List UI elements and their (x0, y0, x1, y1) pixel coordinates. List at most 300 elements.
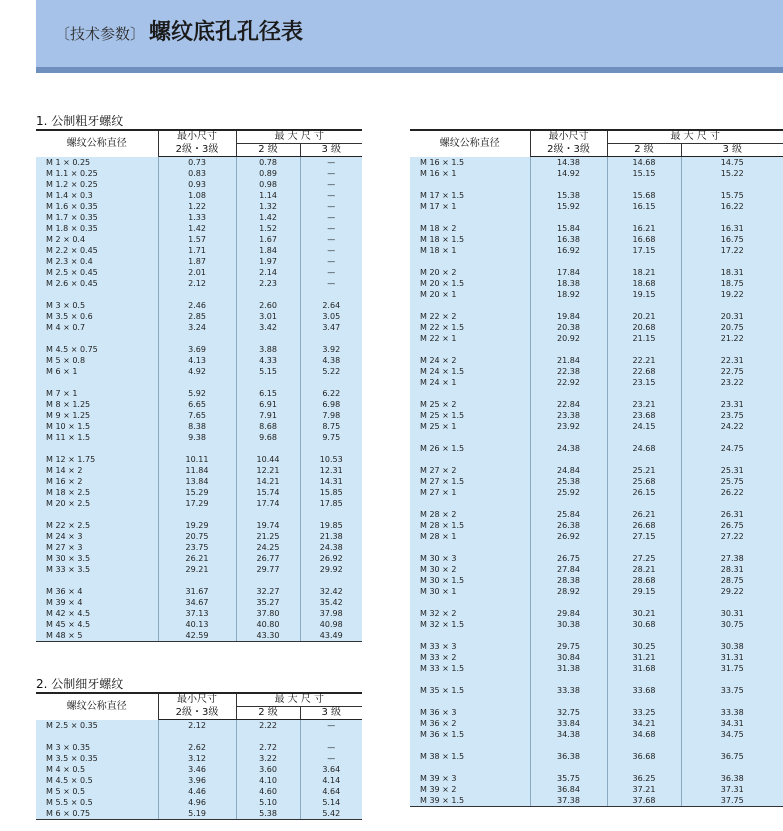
cell-min-size: 15.92 (530, 201, 607, 212)
cell-thread-size: M 9 × 1.25 (36, 410, 158, 421)
table-row (36, 399, 362, 410)
cell-min-size (530, 179, 607, 190)
cell-min-size: 26.92 (530, 531, 607, 542)
cell-max-grade2: 15.15 (607, 168, 681, 179)
cell-min-size: 10.11 (158, 454, 236, 465)
cell-max-grade2: 22.21 (607, 355, 681, 366)
cell-min-size: 18.92 (530, 289, 607, 300)
cell-max-grade3: 14.75 (681, 157, 783, 169)
cell-max-grade2: 26.68 (607, 520, 681, 531)
cell-min-size: 23.38 (530, 410, 607, 421)
cell-max-grade3: — (300, 179, 362, 190)
table-row (36, 498, 362, 509)
cell-max-grade2: 1.52 (236, 223, 300, 234)
cell-min-size: 19.84 (530, 311, 607, 322)
cell-max-grade2: 5.15 (236, 366, 300, 377)
cell-thread-size: M 4 × 0.7 (36, 322, 158, 333)
table-row (410, 223, 783, 234)
cell-min-size: 22.84 (530, 399, 607, 410)
cell-max-grade3 (681, 212, 783, 223)
cell-min-size (158, 509, 236, 520)
col-header-max: 最 大 尺 寸 (236, 693, 362, 707)
cell-thread-size: M 42 × 4.5 (36, 608, 158, 619)
table-row (36, 564, 362, 575)
cell-max-grade3: 26.22 (681, 487, 783, 498)
table-row (36, 366, 362, 377)
col-header-grade3: 3 级 (681, 144, 783, 157)
cell-max-grade2: 20.68 (607, 322, 681, 333)
cell-thread-size (410, 762, 530, 773)
cell-min-size: 23.75 (158, 542, 236, 553)
cell-min-size (530, 300, 607, 311)
cell-max-grade3: 3.05 (300, 311, 362, 322)
cell-thread-size: M 6 × 0.75 (36, 808, 158, 820)
cell-thread-size: M 33 × 3.5 (36, 564, 158, 575)
cell-min-size: 35.75 (530, 773, 607, 784)
cell-thread-size (410, 542, 530, 553)
table-spacer-row (410, 696, 783, 707)
table-row (410, 311, 783, 322)
cell-min-size: 4.96 (158, 797, 236, 808)
cell-min-size: 1.33 (158, 212, 236, 223)
cell-min-size: 13.84 (158, 476, 236, 487)
cell-max-grade3: 4.38 (300, 355, 362, 366)
cell-max-grade3 (300, 575, 362, 586)
cell-thread-size: M 3 × 0.35 (36, 742, 158, 753)
cell-max-grade3: 6.22 (300, 388, 362, 399)
cell-max-grade2 (607, 344, 681, 355)
cell-max-grade2: 4.10 (236, 775, 300, 786)
table-row (36, 168, 362, 179)
cell-max-grade2: 26.15 (607, 487, 681, 498)
cell-min-size: 37.38 (530, 795, 607, 807)
cell-max-grade2: 14.68 (607, 157, 681, 169)
cell-max-grade2: 3.01 (236, 311, 300, 322)
cell-max-grade3: — (300, 223, 362, 234)
col-header-min-grade: 2级・3级 (158, 707, 236, 720)
cell-min-size (530, 388, 607, 399)
table-row (36, 630, 362, 642)
cell-max-grade2: 25.68 (607, 476, 681, 487)
cell-thread-size: M 28 × 2 (410, 509, 530, 520)
table-row (410, 410, 783, 421)
cell-min-size: 5.92 (158, 388, 236, 399)
table-row (410, 795, 783, 807)
col-header-name: 螺纹公称直径 (410, 130, 530, 157)
cell-thread-size (410, 256, 530, 267)
cell-max-grade2 (607, 740, 681, 751)
cell-max-grade3: 30.31 (681, 608, 783, 619)
table-row (410, 333, 783, 344)
table-row (410, 641, 783, 652)
cell-max-grade2: 27.25 (607, 553, 681, 564)
col-header-min-grade: 2级・3级 (158, 144, 236, 157)
cell-thread-size (410, 498, 530, 509)
cell-thread-size: M 3.5 × 0.6 (36, 311, 158, 322)
cell-max-grade3: 3.64 (300, 764, 362, 775)
table-row (36, 786, 362, 797)
cell-min-size: 25.92 (530, 487, 607, 498)
cell-min-size: 30.38 (530, 619, 607, 630)
cell-max-grade3 (681, 696, 783, 707)
cell-max-grade2: 16.68 (607, 234, 681, 245)
table-spacer-row (410, 597, 783, 608)
cell-max-grade3: 31.31 (681, 652, 783, 663)
cell-max-grade3: 36.75 (681, 751, 783, 762)
cell-max-grade3: — (300, 742, 362, 753)
table-row (410, 168, 783, 179)
cell-max-grade3: 12.31 (300, 465, 362, 476)
cell-max-grade2: 33.25 (607, 707, 681, 718)
cell-thread-size (36, 377, 158, 388)
cell-min-size: 30.84 (530, 652, 607, 663)
cell-min-size: 3.69 (158, 344, 236, 355)
table-row (410, 245, 783, 256)
cell-max-grade2 (236, 443, 300, 454)
cell-thread-size: M 12 × 1.75 (36, 454, 158, 465)
cell-max-grade2: 37.21 (607, 784, 681, 795)
cell-thread-size: M 1.7 × 0.35 (36, 212, 158, 223)
cell-max-grade2: 26.77 (236, 553, 300, 564)
cell-min-size (530, 762, 607, 773)
cell-max-grade3: 7.98 (300, 410, 362, 421)
table-row (410, 399, 783, 410)
cell-thread-size (36, 443, 158, 454)
cell-max-grade2: 6.15 (236, 388, 300, 399)
cell-max-grade3: 17.22 (681, 245, 783, 256)
table-spacer-row (36, 731, 362, 742)
cell-min-size: 1.22 (158, 201, 236, 212)
page-title (55, 15, 303, 46)
table-row (410, 564, 783, 575)
table-row (410, 520, 783, 531)
cell-min-size: 15.84 (530, 223, 607, 234)
cell-max-grade3: 22.75 (681, 366, 783, 377)
table-row (36, 190, 362, 201)
cell-thread-size (410, 344, 530, 355)
cell-min-size (158, 575, 236, 586)
cell-min-size: 1.87 (158, 256, 236, 267)
table-row (36, 454, 362, 465)
cell-max-grade2: 19.15 (607, 289, 681, 300)
table-spacer-row (36, 333, 362, 344)
cell-max-grade2: 31.21 (607, 652, 681, 663)
cell-max-grade2: 17.15 (607, 245, 681, 256)
table-row (410, 289, 783, 300)
cell-max-grade2: 21.15 (607, 333, 681, 344)
cell-max-grade3: 36.38 (681, 773, 783, 784)
cell-max-grade2: 5.38 (236, 808, 300, 820)
cell-max-grade2: 21.25 (236, 531, 300, 542)
cell-thread-size: M 20 × 1.5 (410, 278, 530, 289)
table-row (36, 410, 362, 421)
cell-thread-size: M 18 × 1 (410, 245, 530, 256)
cell-min-size: 2.01 (158, 267, 236, 278)
cell-max-grade3: 16.31 (681, 223, 783, 234)
cell-max-grade2 (607, 300, 681, 311)
cell-max-grade2: 6.91 (236, 399, 300, 410)
cell-min-size (530, 630, 607, 641)
cell-max-grade3 (681, 762, 783, 773)
table-row (36, 421, 362, 432)
table-row (36, 753, 362, 764)
table-row (410, 322, 783, 333)
cell-max-grade3: 31.75 (681, 663, 783, 674)
cell-thread-size: M 30 × 3 (410, 553, 530, 564)
table-row (410, 377, 783, 388)
table-row (36, 388, 362, 399)
cell-thread-size: M 2.5 × 0.35 (36, 720, 158, 732)
cell-max-grade2: 30.68 (607, 619, 681, 630)
cell-thread-size: M 48 × 5 (36, 630, 158, 642)
cell-min-size (158, 377, 236, 388)
cell-max-grade3: 2.64 (300, 300, 362, 311)
table-row (410, 355, 783, 366)
cell-max-grade3: — (300, 753, 362, 764)
col-header-min: 最小尺寸 (530, 130, 607, 144)
cell-thread-size (410, 179, 530, 190)
cell-min-size: 37.13 (158, 608, 236, 619)
cell-min-size (530, 498, 607, 509)
table-row (36, 355, 362, 366)
cell-max-grade3: 21.22 (681, 333, 783, 344)
page-title-tag: 〔技术参数〕 (55, 25, 146, 43)
fine-thread-table-right (410, 129, 783, 807)
cell-min-size: 5.19 (158, 808, 236, 820)
cell-min-size: 29.75 (530, 641, 607, 652)
table-row (410, 278, 783, 289)
table-row (410, 509, 783, 520)
cell-thread-size: M 2.6 × 0.45 (36, 278, 158, 289)
table-row (36, 597, 362, 608)
cell-max-grade3: 30.38 (681, 641, 783, 652)
cell-max-grade3: 9.75 (300, 432, 362, 443)
cell-max-grade3: — (300, 278, 362, 289)
cell-max-grade3: 24.75 (681, 443, 783, 454)
cell-max-grade3: 28.31 (681, 564, 783, 575)
cell-max-grade3: 5.42 (300, 808, 362, 820)
cell-max-grade2: 14.21 (236, 476, 300, 487)
cell-thread-size: M 36 × 2 (410, 718, 530, 729)
cell-min-size: 1.57 (158, 234, 236, 245)
table-row (36, 465, 362, 476)
cell-min-size: 25.84 (530, 509, 607, 520)
cell-thread-size: M 33 × 1.5 (410, 663, 530, 674)
cell-max-grade2: 34.68 (607, 729, 681, 740)
cell-thread-size: M 4.5 × 0.75 (36, 344, 158, 355)
cell-thread-size: M 39 × 1.5 (410, 795, 530, 807)
cell-max-grade2 (607, 630, 681, 641)
table-row (410, 366, 783, 377)
cell-thread-size: M 30 × 2 (410, 564, 530, 575)
table-row (36, 808, 362, 820)
cell-max-grade3 (300, 377, 362, 388)
cell-max-grade3: 3.92 (300, 344, 362, 355)
cell-max-grade2 (607, 179, 681, 190)
cell-max-grade2: 8.68 (236, 421, 300, 432)
cell-min-size (158, 731, 236, 742)
table-row (36, 520, 362, 531)
cell-max-grade3: — (300, 720, 362, 732)
cell-max-grade3: 23.75 (681, 410, 783, 421)
table-spacer-row (36, 443, 362, 454)
cell-max-grade3 (681, 432, 783, 443)
cell-max-grade2 (236, 509, 300, 520)
cell-min-size: 1.71 (158, 245, 236, 256)
cell-min-size: 29.21 (158, 564, 236, 575)
table-row (36, 223, 362, 234)
cell-min-size: 32.75 (530, 707, 607, 718)
cell-max-grade3: 37.31 (681, 784, 783, 795)
cell-min-size (530, 597, 607, 608)
table-spacer-row (410, 179, 783, 190)
table-row (36, 542, 362, 553)
cell-max-grade2: 31.68 (607, 663, 681, 674)
cell-thread-size: M 4.5 × 0.5 (36, 775, 158, 786)
table-row (36, 278, 362, 289)
cell-thread-size: M 7 × 1 (36, 388, 158, 399)
cell-max-grade3 (681, 388, 783, 399)
cell-min-size: 15.38 (530, 190, 607, 201)
table-row (410, 707, 783, 718)
cell-min-size: 34.38 (530, 729, 607, 740)
table-spacer-row (36, 289, 362, 300)
table-spacer-row (410, 344, 783, 355)
cell-max-grade3: 16.22 (681, 201, 783, 212)
cell-max-grade2: 20.21 (607, 311, 681, 322)
cell-thread-size: M 2.3 × 0.4 (36, 256, 158, 267)
cell-thread-size: M 11 × 1.5 (36, 432, 158, 443)
cell-thread-size: M 33 × 2 (410, 652, 530, 663)
cell-thread-size: M 1.2 × 0.25 (36, 179, 158, 190)
cell-max-grade3: 33.38 (681, 707, 783, 718)
cell-max-grade2: 43.30 (236, 630, 300, 642)
cell-thread-size (410, 597, 530, 608)
cell-min-size: 20.92 (530, 333, 607, 344)
table-row (36, 553, 362, 564)
cell-max-grade3: 4.14 (300, 775, 362, 786)
section-title-fine: 2. 公制细牙螺纹 (36, 677, 124, 691)
cell-thread-size (36, 333, 158, 344)
cell-min-size (530, 212, 607, 223)
cell-min-size: 15.29 (158, 487, 236, 498)
cell-thread-size: M 6 × 1 (36, 366, 158, 377)
cell-max-grade3: 10.53 (300, 454, 362, 465)
fine-thread-table-left (36, 692, 362, 820)
table-row (410, 729, 783, 740)
cell-max-grade2: 1.97 (236, 256, 300, 267)
cell-thread-size: M 35 × 1.5 (410, 685, 530, 696)
table-spacer-row (410, 256, 783, 267)
cell-max-grade3: 26.92 (300, 553, 362, 564)
table-spacer-row (36, 377, 362, 388)
cell-thread-size (36, 575, 158, 586)
cell-max-grade3: 18.75 (681, 278, 783, 289)
cell-min-size: 16.38 (530, 234, 607, 245)
cell-max-grade2: 9.68 (236, 432, 300, 443)
table-spacer-row (410, 432, 783, 443)
cell-thread-size: M 2.2 × 0.45 (36, 245, 158, 256)
cell-max-grade3 (681, 542, 783, 553)
table-row (36, 256, 362, 267)
cell-min-size: 31.38 (530, 663, 607, 674)
cell-max-grade2: 36.25 (607, 773, 681, 784)
cell-max-grade2: 24.25 (236, 542, 300, 553)
cell-thread-size: M 16 × 1.5 (410, 157, 530, 169)
col-header-grade3: 3 级 (300, 144, 362, 157)
cell-max-grade3: 25.31 (681, 465, 783, 476)
table-spacer-row (410, 674, 783, 685)
cell-thread-size: M 26 × 1.5 (410, 443, 530, 454)
table-row (36, 476, 362, 487)
table-row (36, 234, 362, 245)
cell-thread-size: M 32 × 1.5 (410, 619, 530, 630)
cell-max-grade3 (681, 674, 783, 685)
table-row (410, 421, 783, 432)
table-spacer-row (410, 762, 783, 773)
cell-max-grade2 (236, 333, 300, 344)
col-header-grade2: 2 级 (236, 707, 300, 720)
col-header-max: 最 大 尺 寸 (607, 130, 783, 144)
cell-thread-size: M 5.5 × 0.5 (36, 797, 158, 808)
cell-min-size: 23.92 (530, 421, 607, 432)
cell-thread-size: M 30 × 3.5 (36, 553, 158, 564)
cell-max-grade3 (681, 740, 783, 751)
cell-max-grade2 (607, 388, 681, 399)
cell-min-size: 26.75 (530, 553, 607, 564)
cell-max-grade2: 16.21 (607, 223, 681, 234)
cell-max-grade2: 27.15 (607, 531, 681, 542)
cell-max-grade2: 30.25 (607, 641, 681, 652)
table-row (36, 487, 362, 498)
cell-max-grade3: 17.85 (300, 498, 362, 509)
cell-max-grade2 (607, 212, 681, 223)
table-row (410, 201, 783, 212)
cell-thread-size: M 24 × 3 (36, 531, 158, 542)
cell-thread-size: M 4 × 0.5 (36, 764, 158, 775)
cell-max-grade3 (300, 289, 362, 300)
table-row (36, 764, 362, 775)
cell-thread-size: M 8 × 1.25 (36, 399, 158, 410)
table-row (410, 190, 783, 201)
cell-min-size: 24.38 (530, 443, 607, 454)
cell-min-size: 27.84 (530, 564, 607, 575)
cell-max-grade3 (681, 454, 783, 465)
table-row (36, 720, 362, 732)
cell-max-grade2 (607, 542, 681, 553)
table-spacer-row (410, 498, 783, 509)
cell-thread-size: M 1 × 0.25 (36, 157, 158, 169)
cell-min-size: 2.46 (158, 300, 236, 311)
table-row (410, 465, 783, 476)
cell-max-grade2 (607, 674, 681, 685)
table-row (36, 619, 362, 630)
cell-max-grade2: 34.21 (607, 718, 681, 729)
cell-max-grade3: — (300, 168, 362, 179)
cell-max-grade2: 18.68 (607, 278, 681, 289)
cell-min-size: 14.38 (530, 157, 607, 169)
cell-min-size: 11.84 (158, 465, 236, 476)
cell-thread-size: M 1.1 × 0.25 (36, 168, 158, 179)
cell-max-grade2: 15.68 (607, 190, 681, 201)
table-spacer-row (36, 575, 362, 586)
cell-thread-size: M 28 × 1.5 (410, 520, 530, 531)
cell-max-grade3: 34.75 (681, 729, 783, 740)
cell-min-size: 17.29 (158, 498, 236, 509)
cell-thread-size (410, 212, 530, 223)
cell-max-grade3: 23.22 (681, 377, 783, 388)
col-header-grade3: 3 级 (300, 707, 362, 720)
